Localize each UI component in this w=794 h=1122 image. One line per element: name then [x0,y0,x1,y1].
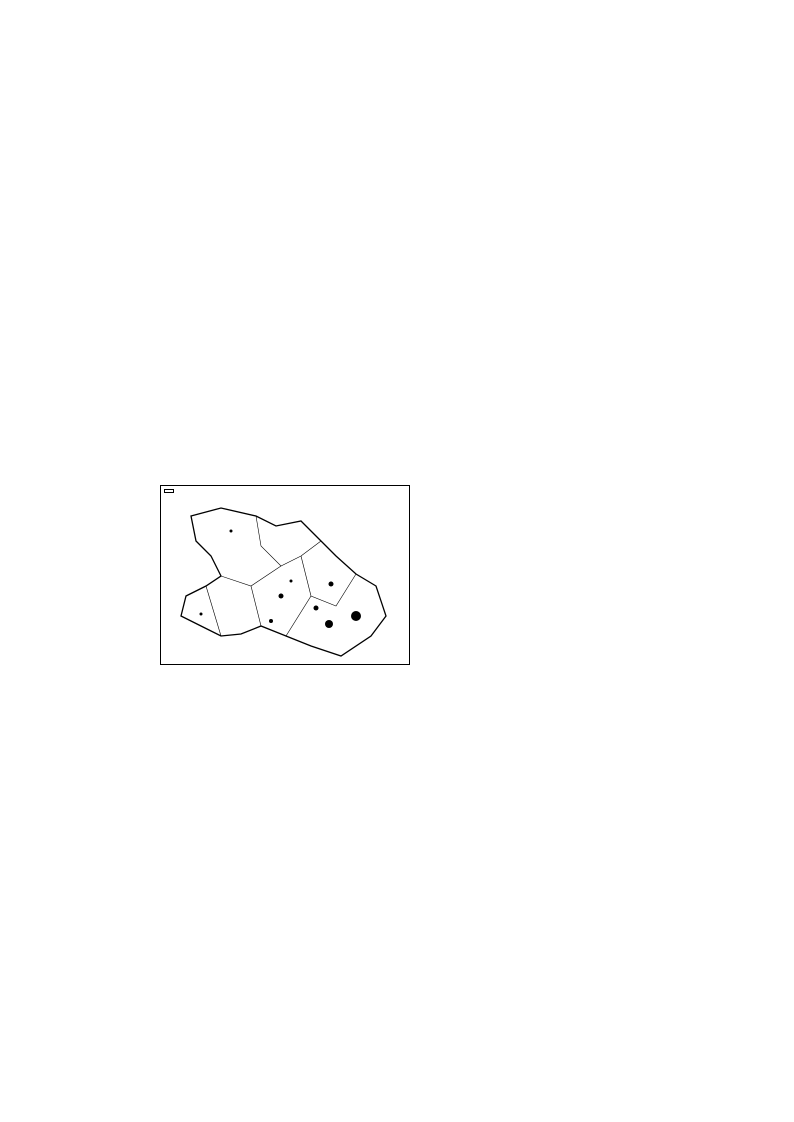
dot-dean [329,582,334,587]
map-title [164,489,174,493]
dot-xiangyang [290,580,293,583]
dot-jingzhou [269,619,273,623]
dot-yunyang [230,530,233,533]
dot-chengtian [279,594,284,599]
chart-svg [418,485,640,665]
dot-hanyang [314,606,319,611]
dot-huangzhou [351,611,361,621]
province-outline [181,508,386,656]
dot-wuchang [325,620,333,628]
hubei-jinshi-map [160,485,410,665]
works-bar-chart [418,485,640,665]
dot-shizhou [200,613,203,616]
map-svg [161,486,409,664]
